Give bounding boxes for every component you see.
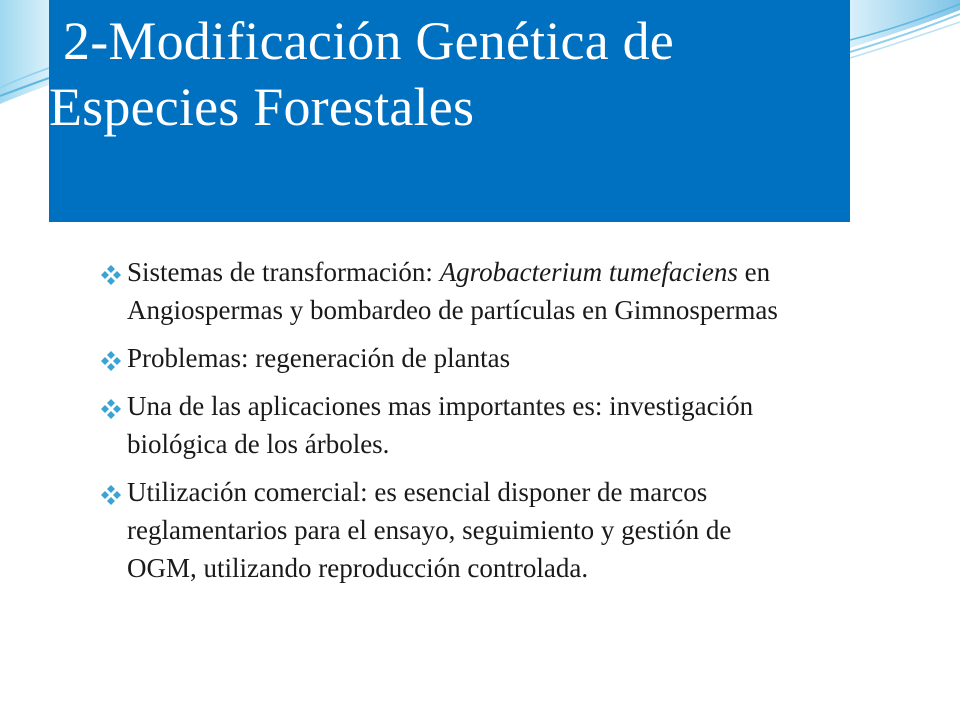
bullet-text: Utilización comercial: es esencial disponer de marcos reglamentarios para el ensayo, seguimiento y gestión de OGM, utilizando reproducción controlada. bbox=[127, 477, 732, 583]
bullet-list bbox=[100, 253, 780, 597]
bullet-item bbox=[100, 339, 780, 377]
four-diamond-bullet-icon bbox=[100, 484, 122, 506]
four-diamond-bullet-icon bbox=[100, 398, 122, 420]
bullet-text: en Angiospermas y bombardeo de partículas en Gimnospermas bbox=[127, 257, 778, 325]
bullet-item bbox=[100, 387, 780, 463]
title-box bbox=[49, 0, 850, 222]
bullet-text: Sistemas de transformación: bbox=[127, 257, 440, 287]
four-diamond-bullet-icon bbox=[100, 350, 122, 372]
bullet-text-italic: Agrobacterium tumefaciens bbox=[439, 257, 738, 287]
left-wave-shape bbox=[0, 0, 49, 104]
bullet-text: Problemas: regeneración de plantas bbox=[127, 343, 511, 373]
bullet-text: Una de las aplicaciones mas importantes es: investigación biológica de los árboles. bbox=[127, 391, 754, 459]
slide-title bbox=[49, 8, 674, 140]
slide-title-line-2: Especies Forestales bbox=[49, 77, 475, 137]
bullet-item bbox=[100, 473, 780, 587]
bullet-item bbox=[100, 253, 780, 329]
slide-title-line-1: 2-Modificación Genética de bbox=[63, 11, 674, 71]
four-diamond-bullet-icon bbox=[100, 264, 122, 286]
